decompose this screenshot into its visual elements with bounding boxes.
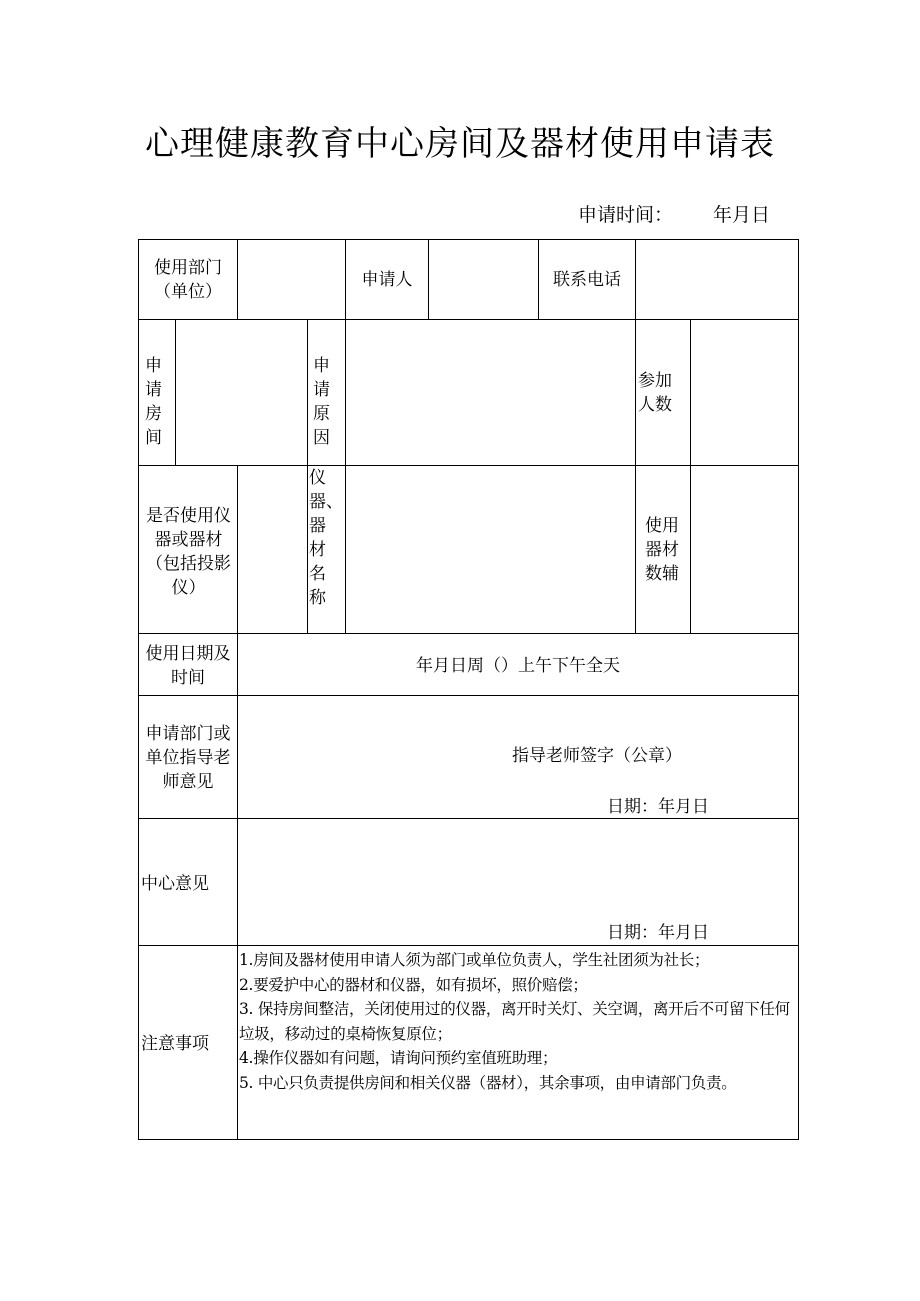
equipment-count-input[interactable] — [691, 466, 798, 633]
applicant-input[interactable] — [429, 240, 538, 319]
note-item: 1.房间及器材使用申请人须为部门或单位负责人，学生社团须为社长； — [239, 951, 710, 969]
use-equipment-input[interactable] — [238, 466, 307, 633]
advisor-date[interactable]: 日期：年月日 — [607, 797, 709, 817]
dept-input[interactable] — [238, 240, 345, 319]
people-label: 参加人数 — [638, 371, 672, 415]
notes-label: 注意事项 — [141, 1034, 209, 1054]
use-equipment-label: 是否使用仪器或器材（包括投影仪） — [146, 506, 231, 598]
advisor-label: 申请部门或单位指导老师意见 — [145, 724, 231, 792]
phone-label: 联系电话 — [553, 270, 621, 290]
room-input[interactable] — [176, 320, 307, 465]
date-label: 使用日期及时间 — [145, 644, 231, 688]
reason-label: 申请原因 — [313, 356, 330, 448]
note-item: 2.要爱护中心的器材和仪器，如有损坏，照价赔偿； — [239, 975, 588, 994]
phone-input[interactable] — [636, 240, 798, 319]
note-item: 3. 保持房间整洁，关闭使用过的仪器，离开时关灯、关空调，离开后不可留下任何垃圾，移动过的桌椅恢复原位； — [239, 1000, 790, 1043]
people-input[interactable] — [691, 320, 798, 465]
equipment-count-label: 使用器材数辅 — [645, 516, 679, 584]
equipment-name-label: 仪器、器材名称 — [309, 468, 343, 608]
center-label: 中心意见 — [141, 874, 209, 894]
apply-time-label: 申请时间： — [578, 204, 674, 226]
advisor-signature[interactable]: 指导老师签字（公章） — [512, 746, 682, 766]
note-item: 5. 中心只负责提供房间和相关仪器（器材），其余事项，由申请部门负责。 — [239, 1073, 737, 1092]
applicant-label: 申请人 — [361, 270, 413, 290]
dept-label: 使用部门（单位） — [154, 258, 222, 302]
date-value[interactable]: 年月日周（）上午下午全天 — [416, 656, 620, 676]
notes-list — [239, 948, 799, 1095]
room-label: 申请房间 — [145, 356, 162, 448]
center-date[interactable]: 日期：年月日 — [607, 923, 709, 943]
apply-time — [578, 200, 770, 227]
page-title: 心理健康教育中心房间及器材使用申请表 — [145, 124, 775, 164]
equipment-name-input[interactable] — [346, 466, 635, 633]
apply-time-value: 年月日 — [713, 204, 771, 226]
note-item: 4.操作仪器如有问题，请询问预约室值班助理； — [239, 1049, 558, 1067]
reason-input[interactable] — [346, 320, 635, 465]
